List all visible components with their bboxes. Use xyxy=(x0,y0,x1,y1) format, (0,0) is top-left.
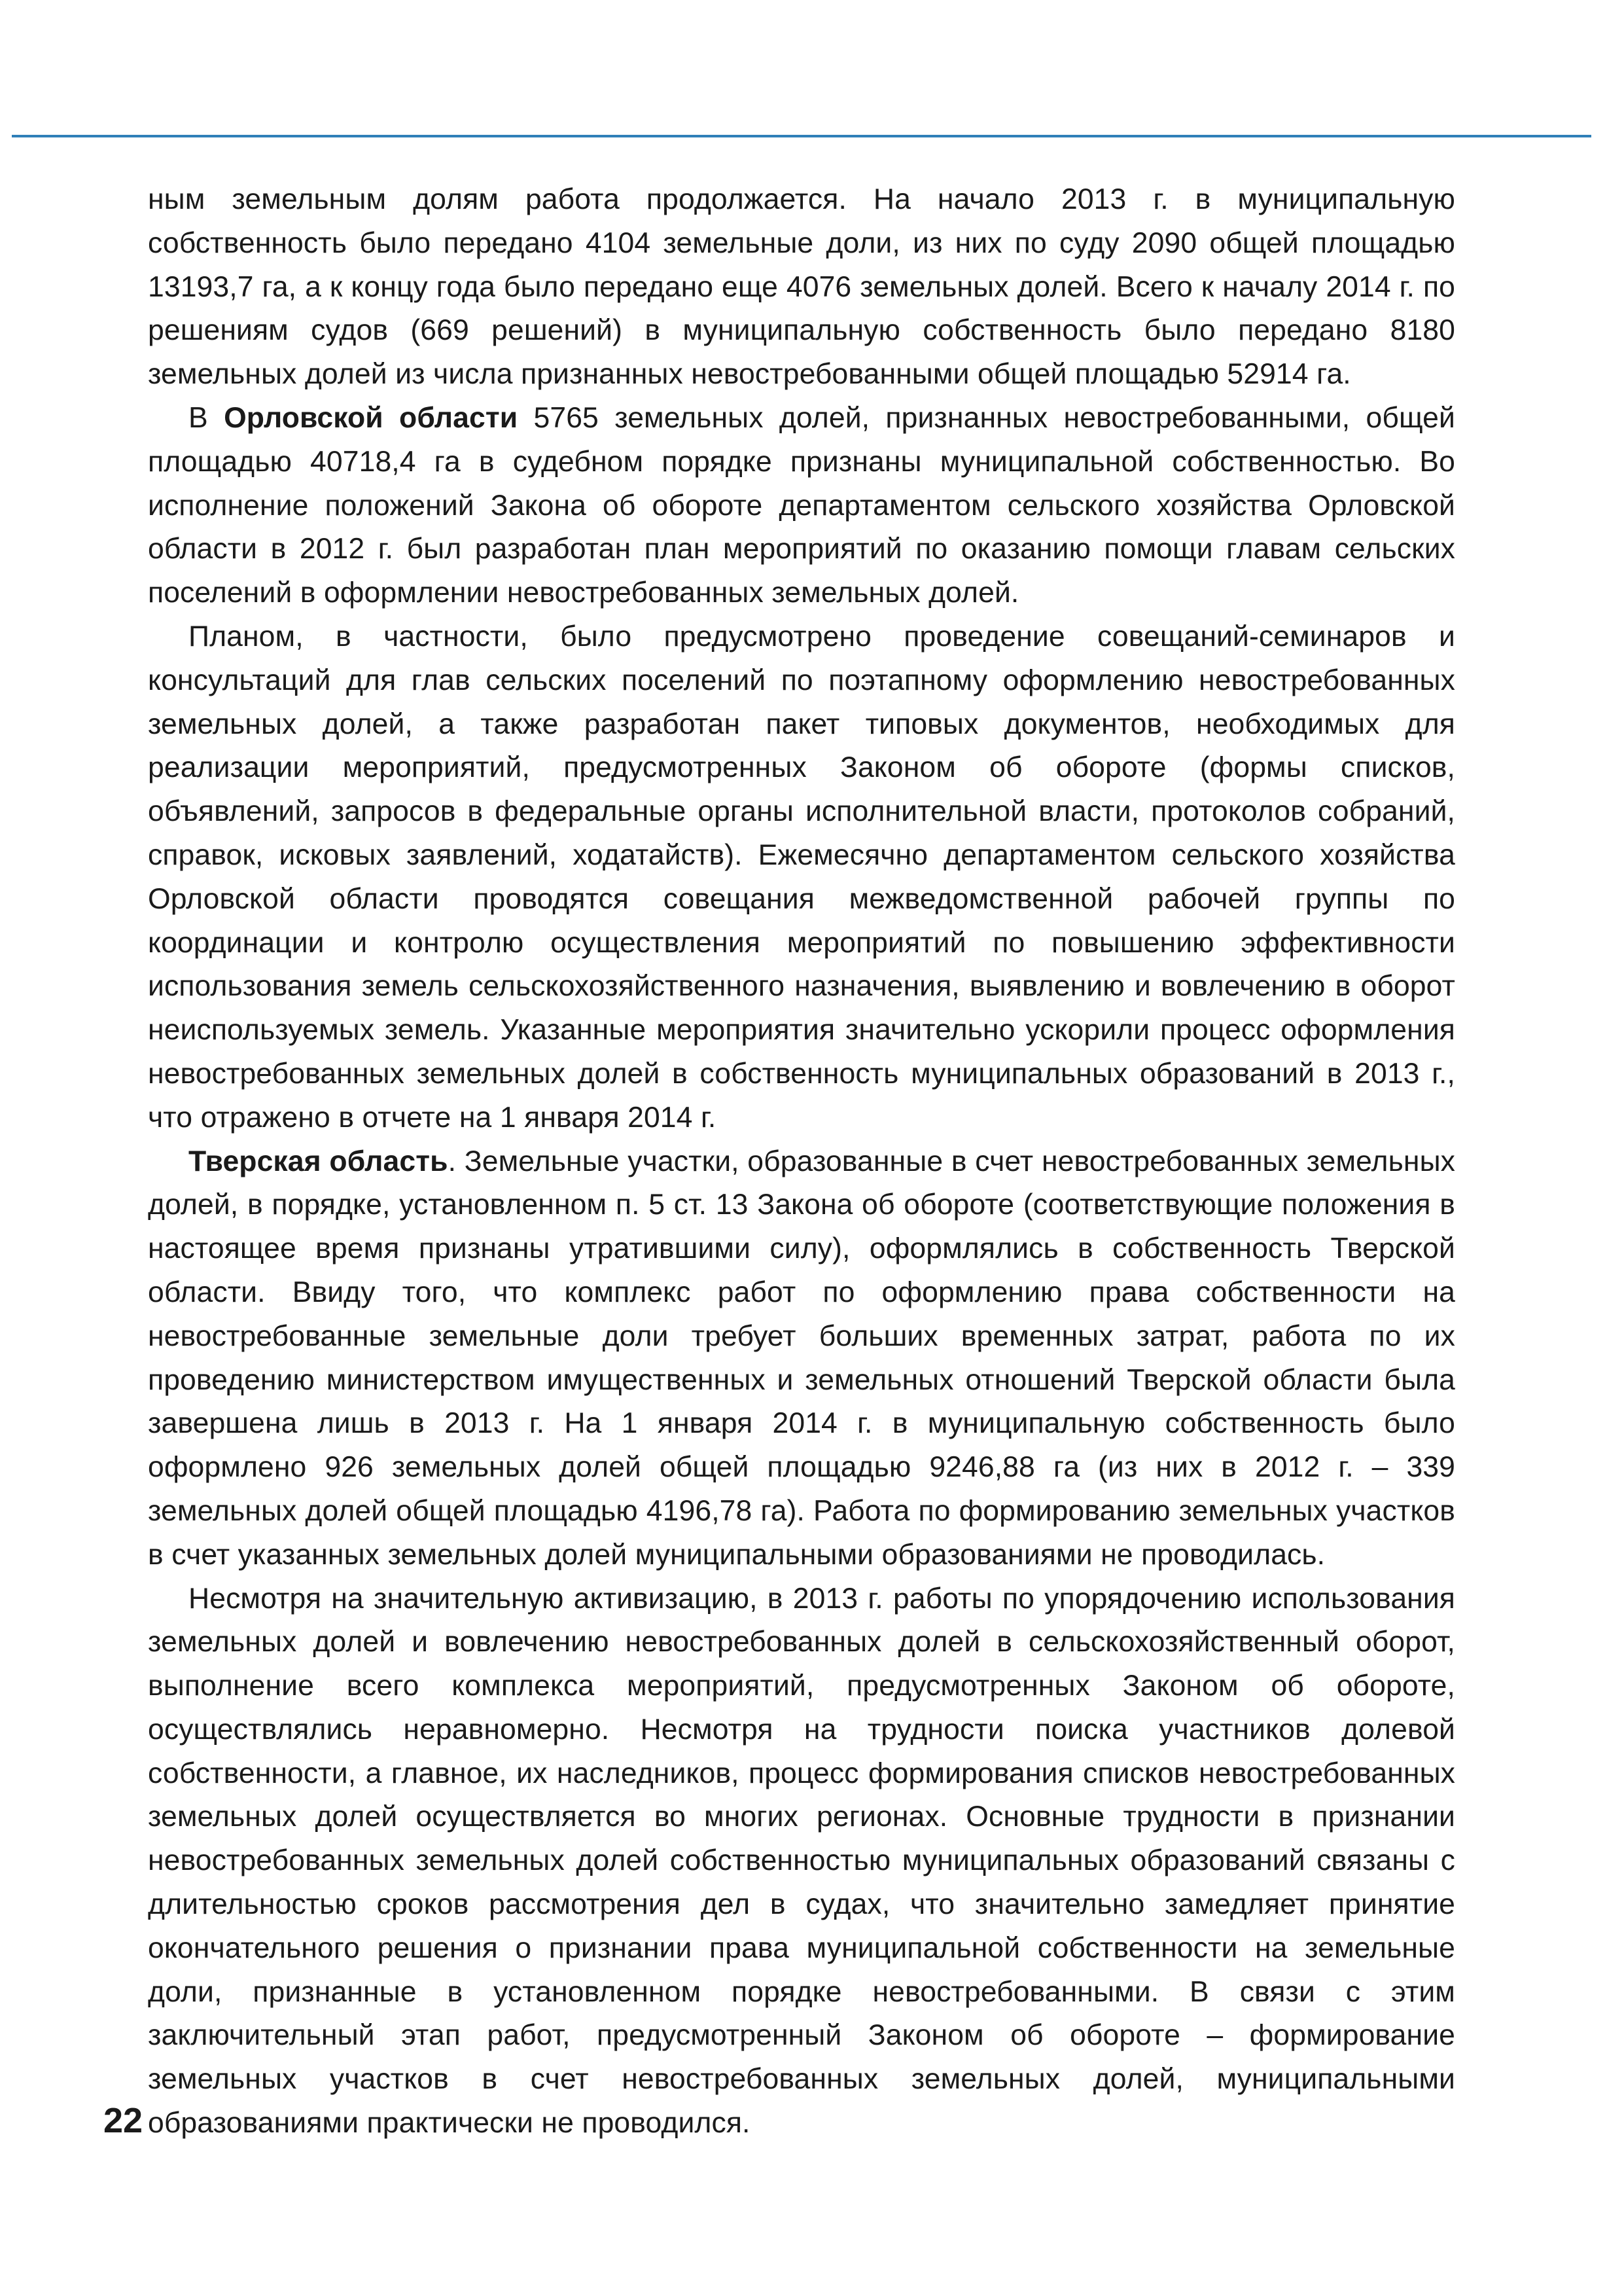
paragraph-conclusion xyxy=(148,1577,1455,2145)
paragraph-text: . Земельные участки, образованные в счет невостребованных земельных долей, в порядке, установленном п. 5 ст. 13 Закона об обороте (соответствующие положения в настоящее время признаны утратившими силу), оформлялись в собственность Тверской области. Ввиду того, что комплекс работ по оформлению права собственности на невостребованные земельные доли требует больших временных затрат, работа по их проведению министерством имущественных и земельных отношений Тверской области была завершена лишь в 2013 г. На 1 января 2014 г. в муниципальную собственность было оформлено 926 земельных долей общей площадью 9246,88 га (из них в 2012 г. – 339 земельных долей общей площадью 4196,78 га). Работа по формированию земельных участков в счет указанных земельных долей муниципальными образованиями не проводилась. xyxy=(148,1145,1456,1571)
paragraph-plan xyxy=(148,615,1455,1140)
paragraph-continued xyxy=(148,178,1455,397)
paragraph-tver-region xyxy=(148,1140,1455,1577)
body-text xyxy=(148,178,1455,2145)
region-heading-orel: Орловской области xyxy=(224,401,518,434)
page-number: 22 xyxy=(103,2101,143,2140)
paragraph-text: 5765 земельных долей, признанных невостребованными, общей площадью 40718,4 га в судебном порядке признаны муниципальной собственностью. Во исполнение положений Закона об обороте департаментом сельского хозяйства Орловской области в 2012 г. был разработан план мероприятий по оказанию помощи главам сельских поселений в оформлении невостребованных земельных долей. xyxy=(148,401,1455,609)
paragraph-text: ным земельным долям работа продолжается. На начало 2013 г. в муниципальную собственность было передано 4104 земельные доли, из них по суду 2090 общей площадью 13193,7 га, а к концу года было передано еще 4076 земельных долей. Всего к началу 2014 г. по решениям судов (669 решений) в муниципальную собственность было передано 8180 земельных долей из числа признанных невостребованными общей площадью 52914 га. xyxy=(148,183,1455,391)
paragraph-lead-prefix: В xyxy=(188,401,224,434)
paragraph-text: Несмотря на значительную активизацию, в 2013 г. работы по упорядочению использования земельных долей и вовлечению невостребованных долей в сельскохозяйственный оборот, выполнение всего комплекса мероприятий, предусмотренных Законом об обороте, осуществлялись неравномерно. Несмотря на трудности поиска участников долевой собственности, а главное, их наследников, процесс формирования списков невостребованных земельных долей осуществляется во многих регионах. Основные трудности в признании невостребованных земельных долей собственностью муниципальных образований связаны с длительностью сроков рассмотрения дел в судах, что значительно замедляет принятие окончательного решения о признании права муниципальной собственности на земельные доли, признанные в установленном порядке невостребованными. В связи с этим заключительный этап работ, предусмотренный Законом об обороте – формирование земельных участков в счет невостребованных земельных долей, муниципальными образованиями практически не проводился. xyxy=(148,1582,1455,2140)
header-rule xyxy=(12,135,1591,137)
region-heading-tver: Тверская область xyxy=(188,1145,448,1177)
paragraph-orel-region xyxy=(148,397,1455,615)
paragraph-text: Планом, в частности, было предусмотрено проведение совещаний-семинаров и консультаций для глав сельских поселений по поэтапному оформлению невостребованных земельных долей, а также разработан пакет типовых документов, необходимых для реализации мероприятий, предусмотренных Законом об обороте (формы списков, объявлений, запросов в федеральные органы исполнительной власти, протоколов собраний, справок, исковых заявлений, ходатайств). Ежемесячно департаментом сельского хозяйства Орловской области проводятся совещания межведомственной рабочей группы по координации и контролю осуществления мероприятий по повышению эффективности использования земель сельскохозяйственного назначения, выявлению и вовлечению в оборот неиспользуемых земель. Указанные мероприятия значительно ускорили процесс оформления невостребованных земельных долей в собственность муниципальных образований в 2013 г., что отражено в отчете на 1 января 2014 г. xyxy=(148,620,1455,1134)
